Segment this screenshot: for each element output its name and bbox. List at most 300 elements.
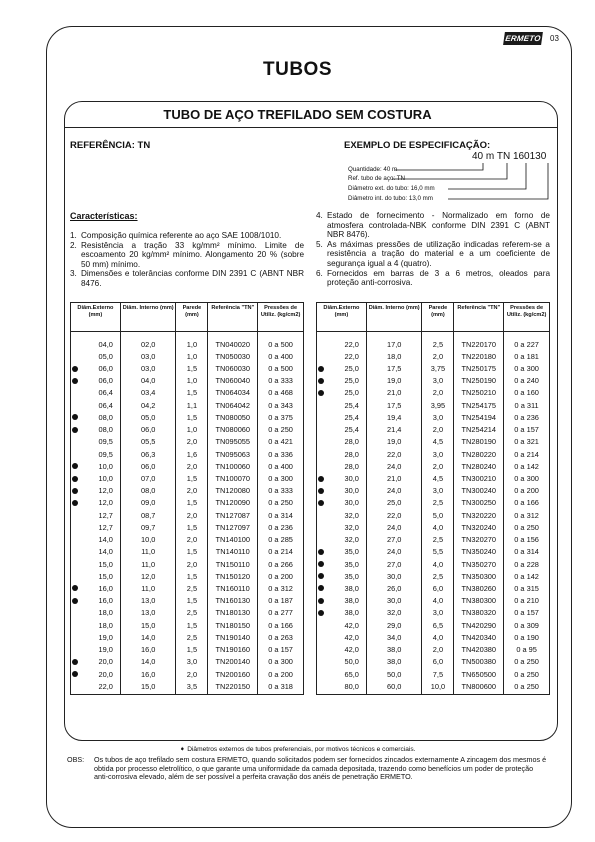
outer-diameter-cell (317, 546, 367, 558)
ref-cell: TN220150 (208, 680, 258, 695)
press-cell: 0 a 240 (504, 375, 550, 387)
wall-cell: 1,0 (176, 350, 208, 362)
wall-cell: 3,0 (422, 375, 454, 387)
characteristic-number: 1. (70, 231, 77, 240)
table-row (71, 497, 304, 509)
preferred-marker-icon (72, 659, 78, 665)
outer-diameter-value: 20,0 (98, 669, 113, 679)
wall-cell: 3,0 (422, 485, 454, 497)
press-cell: 0 a 214 (504, 448, 550, 460)
outer-diameter-cell (317, 362, 367, 374)
preferred-marker-icon (318, 561, 324, 567)
column-header: Diâm. Interno (mm) (366, 303, 422, 332)
int-cell: 11,0 (120, 558, 176, 570)
int-cell: 15,0 (120, 680, 176, 695)
press-cell: 0 a 285 (258, 534, 304, 546)
wall-cell: 2,0 (422, 350, 454, 362)
outer-diameter-value: 12,7 (98, 522, 113, 532)
outer-diameter-cell (71, 631, 121, 643)
preferred-marker-icon (72, 585, 78, 591)
outer-diameter-cell (317, 436, 367, 448)
int-cell: 05,0 (120, 411, 176, 423)
outer-diameter-cell (71, 485, 121, 497)
outer-diameter-value: 25,0 (344, 376, 359, 386)
table-row (317, 643, 550, 655)
press-cell: 0 a 333 (258, 375, 304, 387)
press-cell: 0 a 227 (504, 332, 550, 351)
outer-diameter-value: 22,0 (344, 339, 359, 349)
wall-cell: 1,5 (176, 497, 208, 509)
table-row (71, 680, 304, 695)
ref-cell: TN350270 (454, 558, 504, 570)
int-cell: 04,0 (120, 375, 176, 387)
outer-diameter-value: 04,0 (98, 339, 113, 349)
table-row (71, 350, 304, 362)
outer-diameter-value: 22,0 (344, 351, 359, 361)
outer-diameter-value: 25,0 (344, 364, 359, 374)
outer-diameter-value: 19,0 (98, 632, 113, 642)
press-cell: 0 a 166 (504, 497, 550, 509)
int-cell: 50,0 (366, 668, 422, 680)
wall-cell: 1,5 (176, 595, 208, 607)
legend-text: Diâmetros externos de tubos preferenciais, por motivos técnicos e comerciais. (187, 746, 416, 753)
column-header: Pressões de Utiliz. (kg/cm2) (258, 303, 304, 332)
outer-diameter-value: 28,0 (344, 461, 359, 471)
int-cell: 27,0 (366, 534, 422, 546)
wall-cell: 1,5 (176, 411, 208, 423)
int-cell: 12,0 (120, 570, 176, 582)
tube-table-left (70, 302, 304, 695)
column-header: Parede (mm) (176, 303, 208, 332)
press-cell: 0 a 210 (504, 595, 550, 607)
outer-diameter-value: 09,5 (98, 437, 113, 447)
outer-diameter-value: 14,0 (98, 535, 113, 545)
table-row (317, 509, 550, 521)
characteristics-right (316, 211, 550, 288)
outer-diameter-cell (71, 375, 121, 387)
table-row (71, 570, 304, 582)
int-cell: 08,0 (120, 485, 176, 497)
int-cell: 25,0 (366, 497, 422, 509)
table-row (317, 362, 550, 374)
wall-cell: 3,0 (176, 656, 208, 668)
column-header: Pressões de Utiliz. (kg/cm2) (504, 303, 550, 332)
table-row (317, 485, 550, 497)
preferred-marker-icon (72, 366, 78, 372)
ref-cell: TN050030 (208, 350, 258, 362)
tube-table-right (316, 302, 550, 695)
ref-cell: TN100070 (208, 472, 258, 484)
ref-cell: TN280240 (454, 460, 504, 472)
outer-diameter-value: 28,0 (344, 437, 359, 447)
outer-diameter-cell (71, 607, 121, 619)
int-cell: 06,0 (120, 460, 176, 472)
outer-diameter-value: 19,0 (98, 645, 113, 655)
characteristic-text: Composição química referente ao aço SAE 1008/1010. (81, 231, 282, 240)
wall-cell: 6,0 (422, 656, 454, 668)
press-cell: 0 a 311 (504, 399, 550, 411)
ref-cell: TN060030 (208, 362, 258, 374)
table-row (317, 582, 550, 594)
characteristic-number: 6. (316, 268, 323, 278)
section-subtitle: TUBO DE AÇO TREFILADO SEM COSTURA (163, 107, 432, 122)
ref-cell: TN300240 (454, 485, 504, 497)
outer-diameter-cell (317, 521, 367, 533)
ref-cell: TN200140 (208, 656, 258, 668)
outer-diameter-cell (71, 399, 121, 411)
outer-diameter-value: 18,0 (98, 620, 113, 630)
column-header: Diâm.Externo (mm) (317, 303, 367, 332)
outer-diameter-cell (71, 387, 121, 399)
wall-cell: 3,5 (176, 680, 208, 695)
table-row (317, 680, 550, 695)
ref-cell: TN150110 (208, 558, 258, 570)
table-row (317, 448, 550, 460)
int-cell: 06,0 (120, 424, 176, 436)
outer-diameter-cell (317, 656, 367, 668)
outer-diameter-cell (317, 534, 367, 546)
ref-cell: TN120080 (208, 485, 258, 497)
ref-cell: TN420380 (454, 643, 504, 655)
outer-diameter-cell (71, 521, 121, 533)
int-cell: 18,0 (366, 350, 422, 362)
wall-cell: 1,5 (176, 521, 208, 533)
preferred-marker-icon (318, 488, 324, 494)
preferred-marker-icon (72, 598, 78, 604)
press-cell: 0 a 321 (504, 436, 550, 448)
table-row (317, 619, 550, 631)
press-cell: 0 a 333 (258, 485, 304, 497)
wall-cell: 4,0 (422, 521, 454, 533)
outer-diameter-cell (71, 424, 121, 436)
ref-cell: TN350300 (454, 570, 504, 582)
outer-diameter-value: 14,0 (98, 547, 113, 557)
obs-text: Os tubos de aço trefilado sem costura ERMETO, quando solicitados podem ser fornecidos zincados externamente A zincagem dos mesmos é obtida por processo eletrolítico, o que garante uma uniformidade da camada depositada, trazendo como benefícios um poder de proteção anti-corrosiva elevado, além de ser possível a perfeita cravação dos anéis de penetração ERMETO. (94, 755, 547, 782)
wall-cell: 2,5 (176, 582, 208, 594)
ref-cell: TN100060 (208, 460, 258, 472)
table-row (317, 436, 550, 448)
characteristic-item (316, 269, 550, 288)
outer-diameter-value: 12,7 (98, 510, 113, 520)
outer-diameter-value: 28,0 (344, 449, 359, 459)
int-cell: 21,0 (366, 387, 422, 399)
outer-diameter-value: 06,4 (98, 400, 113, 410)
table-row (71, 332, 304, 351)
wall-cell: 2,0 (422, 387, 454, 399)
int-cell: 34,0 (366, 631, 422, 643)
table-row (317, 595, 550, 607)
outer-diameter-cell (317, 497, 367, 509)
table-row (71, 619, 304, 631)
press-cell: 0 a 300 (258, 472, 304, 484)
characteristic-text: Resistência a tração 33 kg/mm² mínimo. Limite de escoamento 20 kg/mm² mínimo. Alongamento 20 % (sobre 50 mm) mínimo. (81, 240, 304, 269)
preferred-marker-icon (318, 378, 324, 384)
preferred-marker-icon: ➧ (179, 746, 186, 753)
table-row (71, 472, 304, 484)
preferred-marker-icon (72, 463, 78, 469)
outer-diameter-value: 42,0 (344, 620, 359, 630)
wall-cell: 1,5 (176, 643, 208, 655)
wall-cell: 7,5 (422, 668, 454, 680)
preferred-marker-icon (72, 427, 78, 433)
outer-diameter-value: 12,0 (98, 486, 113, 496)
wall-cell: 2,5 (422, 332, 454, 351)
ref-cell: TN280220 (454, 448, 504, 460)
outer-diameter-cell (71, 595, 121, 607)
outer-diameter-value: 20,0 (98, 657, 113, 667)
wall-cell: 4,0 (422, 558, 454, 570)
example-code: 40 m TN 160130 (472, 151, 547, 162)
column-header: Referência "TN" (208, 303, 258, 332)
characteristic-text: Dimensões e tolerâncias conforme DIN 2391 C (ABNT NBR 8476. (81, 269, 304, 288)
int-cell: 32,0 (366, 607, 422, 619)
int-cell: 05,5 (120, 436, 176, 448)
press-cell: 0 a 200 (504, 485, 550, 497)
press-cell: 0 a 300 (258, 656, 304, 668)
table-row (71, 631, 304, 643)
outer-diameter-cell (317, 595, 367, 607)
int-cell: 03,4 (120, 387, 176, 399)
outer-diameter-value: 16,0 (98, 596, 113, 606)
preferred-legend (0, 745, 595, 753)
table-row (71, 411, 304, 423)
characteristic-item (70, 241, 304, 270)
wall-cell: 4,0 (422, 631, 454, 643)
outer-diameter-cell (317, 680, 367, 695)
ref-cell: TN320270 (454, 534, 504, 546)
int-cell: 24,0 (366, 521, 422, 533)
int-cell: 17,5 (366, 399, 422, 411)
press-cell: 0 a 157 (504, 424, 550, 436)
wall-cell: 2,5 (176, 607, 208, 619)
wall-cell: 2,0 (422, 424, 454, 436)
int-cell: 21,0 (366, 472, 422, 484)
wall-cell: 2,5 (422, 534, 454, 546)
reference-label: REFERÊNCIA: TN (70, 140, 151, 151)
outer-diameter-cell (317, 570, 367, 582)
outer-diameter-cell (317, 375, 367, 387)
int-cell: 38,0 (366, 656, 422, 668)
ref-cell: TN160130 (208, 595, 258, 607)
table-row (71, 436, 304, 448)
wall-cell: 3,95 (422, 399, 454, 411)
press-cell: 0 a 160 (504, 387, 550, 399)
example-label-outer-diameter: Diâmetro ext. do tubo: 16,0 mm (348, 185, 435, 192)
ref-cell: TN064042 (208, 399, 258, 411)
preferred-marker-icon (318, 366, 324, 372)
outer-diameter-cell (317, 472, 367, 484)
table-row (317, 521, 550, 533)
outer-diameter-value: 42,0 (344, 645, 359, 655)
characteristic-text: Estado de fornecimento - Normalizado em forno de atmosfera controlada-NBK conforme DIN 2391 C (ABNT NBR 8476). (327, 211, 550, 240)
table-row (71, 448, 304, 460)
wall-cell: 2,5 (422, 570, 454, 582)
press-cell: 0 a 343 (258, 399, 304, 411)
ref-cell: TN120090 (208, 497, 258, 509)
int-cell: 19,4 (366, 411, 422, 423)
outer-diameter-value: 30,0 (344, 474, 359, 484)
press-cell: 0 a 500 (258, 332, 304, 351)
outer-diameter-value: 06,0 (98, 376, 113, 386)
outer-diameter-value: 35,0 (344, 559, 359, 569)
ermeto-logo: ERMETO (504, 34, 542, 43)
table-row (317, 546, 550, 558)
wall-cell: 4,0 (422, 595, 454, 607)
ref-cell: TN420290 (454, 619, 504, 631)
table-row (71, 375, 304, 387)
outer-diameter-value: 80,0 (344, 681, 359, 691)
preferred-marker-icon (72, 476, 78, 482)
ref-cell: TN300250 (454, 497, 504, 509)
ref-cell: TN250210 (454, 387, 504, 399)
press-cell: 0 a 400 (258, 460, 304, 472)
page-title: TUBOS (263, 59, 332, 80)
int-cell: 21,4 (366, 424, 422, 436)
int-cell: 16,0 (120, 668, 176, 680)
int-cell: 09,7 (120, 521, 176, 533)
ref-cell: TN127097 (208, 521, 258, 533)
table-row (71, 485, 304, 497)
ref-cell: TN095055 (208, 436, 258, 448)
wall-cell: 5,0 (422, 509, 454, 521)
preferred-marker-icon (318, 598, 324, 604)
press-cell: 0 a 312 (504, 509, 550, 521)
outer-diameter-cell (71, 643, 121, 655)
table-row (71, 558, 304, 570)
table-row (317, 387, 550, 399)
characteristic-item (70, 269, 304, 288)
ref-cell: TN190140 (208, 631, 258, 643)
table-row (71, 546, 304, 558)
outer-diameter-cell (71, 362, 121, 374)
outer-diameter-value: 65,0 (344, 669, 359, 679)
int-cell: 07,0 (120, 472, 176, 484)
outer-diameter-cell (317, 350, 367, 362)
press-cell: 0 a 250 (504, 656, 550, 668)
outer-diameter-value: 30,0 (344, 498, 359, 508)
press-cell: 0 a 336 (258, 448, 304, 460)
press-cell: 0 a 250 (504, 521, 550, 533)
table-row (317, 411, 550, 423)
wall-cell: 3,0 (422, 607, 454, 619)
press-cell: 0 a 250 (258, 497, 304, 509)
outer-diameter-value: 18,0 (98, 608, 113, 618)
int-cell: 03,0 (120, 350, 176, 362)
outer-diameter-value: 09,5 (98, 449, 113, 459)
wall-cell: 10,0 (422, 680, 454, 695)
characteristic-number: 3. (70, 269, 77, 279)
ref-cell: TN254214 (454, 424, 504, 436)
int-cell: 27,0 (366, 558, 422, 570)
ref-cell: TN320220 (454, 509, 504, 521)
outer-diameter-cell (317, 643, 367, 655)
outer-diameter-value: 10,0 (98, 474, 113, 484)
outer-diameter-value: 38,0 (344, 608, 359, 618)
int-cell: 10,0 (120, 534, 176, 546)
ref-cell: TN650500 (454, 668, 504, 680)
outer-diameter-value: 10,0 (98, 461, 113, 471)
example-heading: EXEMPLO DE ESPECIFICAÇÃO: (344, 140, 491, 151)
preferred-marker-icon (72, 414, 78, 420)
ref-cell: TN127087 (208, 509, 258, 521)
int-cell: 26,0 (366, 582, 422, 594)
int-cell: 17,5 (366, 362, 422, 374)
table-row (71, 460, 304, 472)
wall-cell: 2,0 (176, 460, 208, 472)
ref-cell: TN350240 (454, 546, 504, 558)
outer-diameter-cell (317, 399, 367, 411)
table-row (317, 631, 550, 643)
ref-cell: TN140100 (208, 534, 258, 546)
int-cell: 15,0 (120, 619, 176, 631)
ref-cell: TN380300 (454, 595, 504, 607)
ref-cell: TN380260 (454, 582, 504, 594)
preferred-marker-icon (72, 488, 78, 494)
preferred-marker-icon (318, 610, 324, 616)
int-cell: 30,0 (366, 570, 422, 582)
preferred-marker-icon (72, 500, 78, 506)
preferred-marker-icon (318, 390, 324, 396)
table-row (71, 362, 304, 374)
ref-cell: TN190160 (208, 643, 258, 655)
outer-diameter-value: 25,4 (344, 412, 359, 422)
int-cell: 13,0 (120, 595, 176, 607)
characteristic-text: Fornecidos em barras de 3 a 6 metros, oleados para proteção anti-corrosiva. (327, 268, 550, 288)
outer-diameter-value: 15,0 (98, 571, 113, 581)
outer-diameter-value: 06,0 (98, 364, 113, 374)
int-cell: 02,0 (120, 332, 176, 351)
preferred-marker-icon (318, 585, 324, 591)
wall-cell: 2,0 (422, 643, 454, 655)
outer-diameter-cell (71, 534, 121, 546)
int-cell: 04,2 (120, 399, 176, 411)
press-cell: 0 a 468 (258, 387, 304, 399)
outer-diameter-value: 25,4 (344, 400, 359, 410)
press-cell: 0 a 236 (258, 521, 304, 533)
outer-diameter-value: 25,4 (344, 425, 359, 435)
outer-diameter-value: 35,0 (344, 547, 359, 557)
outer-diameter-cell (71, 546, 121, 558)
wall-cell: 2,5 (422, 497, 454, 509)
ref-cell: TN160110 (208, 582, 258, 594)
table-row (71, 387, 304, 399)
ref-cell: TN064034 (208, 387, 258, 399)
table-row (317, 668, 550, 680)
int-cell: 24,0 (366, 485, 422, 497)
outer-diameter-cell (317, 631, 367, 643)
wall-cell: 1,5 (176, 362, 208, 374)
wall-cell: 6,0 (422, 582, 454, 594)
outer-diameter-cell (317, 619, 367, 631)
preferred-marker-icon (72, 378, 78, 384)
outer-diameter-value: 38,0 (344, 596, 359, 606)
ref-cell: TN254175 (454, 399, 504, 411)
press-cell: 0 a 156 (504, 534, 550, 546)
outer-diameter-value: 08,0 (98, 412, 113, 422)
int-cell: 08,7 (120, 509, 176, 521)
outer-diameter-value: 22,0 (98, 681, 113, 691)
outer-diameter-cell (317, 332, 367, 351)
ref-cell: TN380320 (454, 607, 504, 619)
table-row (317, 497, 550, 509)
outer-diameter-cell (71, 350, 121, 362)
outer-diameter-value: 15,0 (98, 559, 113, 569)
column-header: Referência "TN" (454, 303, 504, 332)
outer-diameter-cell (71, 680, 121, 695)
table-row (317, 424, 550, 436)
outer-diameter-value: 50,0 (344, 657, 359, 667)
table-row (71, 534, 304, 546)
